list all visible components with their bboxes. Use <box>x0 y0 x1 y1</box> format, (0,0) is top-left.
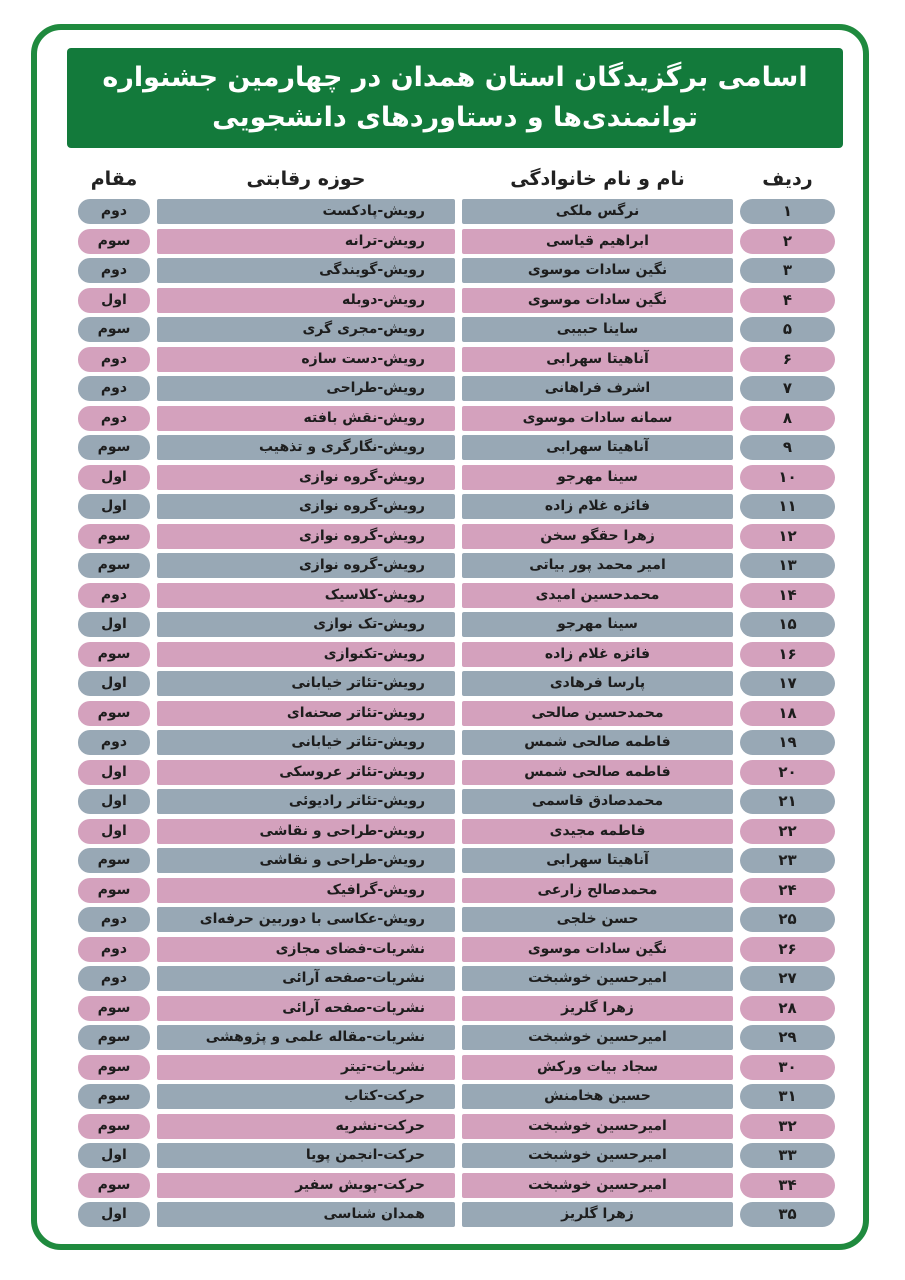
row-rank: دوم <box>78 583 150 608</box>
table-row <box>0 966 905 991</box>
table-row <box>0 760 905 785</box>
row-index: ۲۹ <box>740 1025 835 1050</box>
row-field: رویش-پادکست <box>157 199 455 224</box>
table-row <box>0 553 905 578</box>
row-name: نگین سادات موسوی <box>462 937 733 962</box>
row-field: حرکت-کتاب <box>157 1084 455 1109</box>
row-field: رویش-گرافیک <box>157 878 455 903</box>
row-index: ۳۳ <box>740 1143 835 1168</box>
row-field: نشریات-صفحه آرائی <box>157 966 455 991</box>
row-index: ۱۵ <box>740 612 835 637</box>
row-index: ۷ <box>740 376 835 401</box>
row-index: ۹ <box>740 435 835 460</box>
table-row <box>0 317 905 342</box>
row-field: رویش-کلاسیک <box>157 583 455 608</box>
table-row <box>0 730 905 755</box>
row-field: رویش-گروه نوازی <box>157 465 455 490</box>
row-name: فاطمه صالحی شمس <box>462 730 733 755</box>
row-rank: دوم <box>78 199 150 224</box>
row-rank: دوم <box>78 966 150 991</box>
row-name: ساینا حبیبی <box>462 317 733 342</box>
row-index: ۳۵ <box>740 1202 835 1227</box>
row-rank: دوم <box>78 730 150 755</box>
row-name: زهرا گلریز <box>462 1202 733 1227</box>
row-index: ۶ <box>740 347 835 372</box>
row-index: ۲۴ <box>740 878 835 903</box>
row-rank: سوم <box>78 524 150 549</box>
row-rank: اول <box>78 1143 150 1168</box>
row-index: ۴ <box>740 288 835 313</box>
row-index: ۳۴ <box>740 1173 835 1198</box>
table-row <box>0 1084 905 1109</box>
row-name: امیرحسین خوشبخت <box>462 1114 733 1139</box>
header-name: نام و نام خانوادگی <box>510 168 685 190</box>
row-field: حرکت-انجمن پویا <box>157 1143 455 1168</box>
title-line-2: توانمندی‌ها و دستاوردهای دانشجویی <box>212 102 698 133</box>
title-line-1: اسامی برگزیدگان استان همدان در چهارمین جشنواره <box>102 62 808 93</box>
row-name: پارسا فرهادی <box>462 671 733 696</box>
row-field: نشریات-مقاله علمی و پژوهشی <box>157 1025 455 1050</box>
table-row <box>0 642 905 667</box>
table-row <box>0 848 905 873</box>
row-name: محمدحسین صالحی <box>462 701 733 726</box>
row-field: رویش-تئاتر رادیوئی <box>157 789 455 814</box>
row-name: امیرحسین خوشبخت <box>462 1143 733 1168</box>
row-index: ۵ <box>740 317 835 342</box>
row-name: امیرحسین خوشبخت <box>462 1173 733 1198</box>
table-row <box>0 1202 905 1227</box>
row-index: ۲۶ <box>740 937 835 962</box>
header-index: ردیف <box>762 168 813 190</box>
table-row <box>0 465 905 490</box>
row-name: ابراهیم قیاسی <box>462 229 733 254</box>
row-name: فائزه غلام زاده <box>462 642 733 667</box>
row-rank: اول <box>78 789 150 814</box>
row-rank: سوم <box>78 1055 150 1080</box>
table-row <box>0 612 905 637</box>
row-field: رویش-دست سازه <box>157 347 455 372</box>
row-rank: دوم <box>78 406 150 431</box>
table-row <box>0 376 905 401</box>
row-index: ۱۰ <box>740 465 835 490</box>
row-field: رویش-طراحی <box>157 376 455 401</box>
row-rank: دوم <box>78 937 150 962</box>
row-field: نشریات-صفحه آرائی <box>157 996 455 1021</box>
row-name: اشرف فراهانی <box>462 376 733 401</box>
table-row <box>0 1025 905 1050</box>
row-index: ۸ <box>740 406 835 431</box>
row-field: رویش-عکاسی با دوربین حرفه‌ای <box>157 907 455 932</box>
row-rank: دوم <box>78 258 150 283</box>
row-rank: سوم <box>78 878 150 903</box>
table-row <box>0 258 905 283</box>
row-name: زهرا گلریز <box>462 996 733 1021</box>
table-row <box>0 1143 905 1168</box>
row-rank: سوم <box>78 553 150 578</box>
row-index: ۲۷ <box>740 966 835 991</box>
table-row <box>0 524 905 549</box>
title-banner <box>67 48 843 148</box>
row-field: رویش-تک نوازی <box>157 612 455 637</box>
row-rank: اول <box>78 760 150 785</box>
row-rank: اول <box>78 671 150 696</box>
row-field: نشریات-فضای مجازی <box>157 937 455 962</box>
row-field: رویش-تکنوازی <box>157 642 455 667</box>
row-rank: اول <box>78 288 150 313</box>
row-index: ۳۱ <box>740 1084 835 1109</box>
row-name: امیرحسین خوشبخت <box>462 1025 733 1050</box>
table-row <box>0 435 905 460</box>
row-rank: سوم <box>78 701 150 726</box>
row-index: ۲۰ <box>740 760 835 785</box>
table-row <box>0 347 905 372</box>
row-index: ۱۱ <box>740 494 835 519</box>
table-row <box>0 199 905 224</box>
row-rank: سوم <box>78 1114 150 1139</box>
row-rank: اول <box>78 819 150 844</box>
header-field: حوزه رقابتی <box>246 168 366 190</box>
row-index: ۱۹ <box>740 730 835 755</box>
row-index: ۱۳ <box>740 553 835 578</box>
row-field: رویش-نگارگری و تذهیب <box>157 435 455 460</box>
row-rank: دوم <box>78 907 150 932</box>
row-index: ۱۷ <box>740 671 835 696</box>
row-field: رویش-دوبله <box>157 288 455 313</box>
row-index: ۱ <box>740 199 835 224</box>
row-name: فاطمه صالحی شمس <box>462 760 733 785</box>
row-rank: سوم <box>78 1084 150 1109</box>
row-field: رویش-تئاتر خیابانی <box>157 730 455 755</box>
row-rank: اول <box>78 494 150 519</box>
table-row <box>0 229 905 254</box>
row-index: ۱۸ <box>740 701 835 726</box>
row-name: زهرا حقگو سخن <box>462 524 733 549</box>
row-rank: سوم <box>78 1173 150 1198</box>
row-name: سجاد بیات ورکش <box>462 1055 733 1080</box>
row-index: ۲۲ <box>740 819 835 844</box>
row-field: رویش-گروه نوازی <box>157 553 455 578</box>
row-field: رویش-گروه نوازی <box>157 494 455 519</box>
row-name: سینا مهرجو <box>462 465 733 490</box>
row-name: نرگس ملکی <box>462 199 733 224</box>
row-field: همدان شناسی <box>157 1202 455 1227</box>
row-name: سمانه سادات موسوی <box>462 406 733 431</box>
row-field: رویش-تئاتر صحنه‌ای <box>157 701 455 726</box>
table-row <box>0 1055 905 1080</box>
row-field: رویش-طراحی و نقاشی <box>157 819 455 844</box>
row-index: ۲ <box>740 229 835 254</box>
row-name: آناهیتا سهرابی <box>462 848 733 873</box>
row-rank: سوم <box>78 317 150 342</box>
row-field: حرکت-پویش سفیر <box>157 1173 455 1198</box>
table-row <box>0 819 905 844</box>
row-index: ۳۲ <box>740 1114 835 1139</box>
row-field: رویش-گروه نوازی <box>157 524 455 549</box>
row-field: رویش-مجری گری <box>157 317 455 342</box>
row-name: حسن خلجی <box>462 907 733 932</box>
row-index: ۳۰ <box>740 1055 835 1080</box>
row-name: فاطمه مجیدی <box>462 819 733 844</box>
row-name: محمدصادق قاسمی <box>462 789 733 814</box>
header-rank: مقام <box>90 168 138 190</box>
row-rank: سوم <box>78 229 150 254</box>
row-name: نگین سادات موسوی <box>462 288 733 313</box>
row-rank: سوم <box>78 1025 150 1050</box>
row-rank: اول <box>78 465 150 490</box>
row-index: ۱۲ <box>740 524 835 549</box>
table-row <box>0 996 905 1021</box>
row-field: نشریات-تیتر <box>157 1055 455 1080</box>
row-rank: اول <box>78 1202 150 1227</box>
row-index: ۳ <box>740 258 835 283</box>
row-index: ۱۴ <box>740 583 835 608</box>
row-name: محمدحسین امیدی <box>462 583 733 608</box>
row-field: رویش-گویندگی <box>157 258 455 283</box>
row-index: ۲۱ <box>740 789 835 814</box>
row-name: فائزه غلام زاده <box>462 494 733 519</box>
row-name: محمدصالح زارعی <box>462 878 733 903</box>
table-row <box>0 937 905 962</box>
row-rank: سوم <box>78 848 150 873</box>
row-index: ۲۳ <box>740 848 835 873</box>
row-rank: سوم <box>78 642 150 667</box>
row-name: حسین هخامنش <box>462 1084 733 1109</box>
table-row <box>0 878 905 903</box>
row-name: آناهیتا سهرابی <box>462 347 733 372</box>
table-row <box>0 583 905 608</box>
row-field: حرکت-نشریه <box>157 1114 455 1139</box>
row-name: نگین سادات موسوی <box>462 258 733 283</box>
row-field: رویش-تئاتر خیابانی <box>157 671 455 696</box>
table-row <box>0 789 905 814</box>
row-name: سینا مهرجو <box>462 612 733 637</box>
row-field: رویش-تئاتر عروسکی <box>157 760 455 785</box>
row-index: ۱۶ <box>740 642 835 667</box>
row-field: رویش-طراحی و نقاشی <box>157 848 455 873</box>
table-row <box>0 671 905 696</box>
table-row <box>0 701 905 726</box>
row-rank: سوم <box>78 435 150 460</box>
row-name: آناهیتا سهرابی <box>462 435 733 460</box>
table-row <box>0 494 905 519</box>
table-row <box>0 406 905 431</box>
row-index: ۲۵ <box>740 907 835 932</box>
row-field: رویش-ترانه <box>157 229 455 254</box>
row-rank: دوم <box>78 347 150 372</box>
table-row <box>0 1173 905 1198</box>
row-field: رویش-نقش بافته <box>157 406 455 431</box>
row-index: ۲۸ <box>740 996 835 1021</box>
row-rank: اول <box>78 612 150 637</box>
table-row <box>0 1114 905 1139</box>
row-rank: سوم <box>78 996 150 1021</box>
table-row <box>0 907 905 932</box>
table-row <box>0 288 905 313</box>
row-name: امیرحسین خوشبخت <box>462 966 733 991</box>
row-rank: دوم <box>78 376 150 401</box>
row-name: امیر محمد پور بیاتی <box>462 553 733 578</box>
